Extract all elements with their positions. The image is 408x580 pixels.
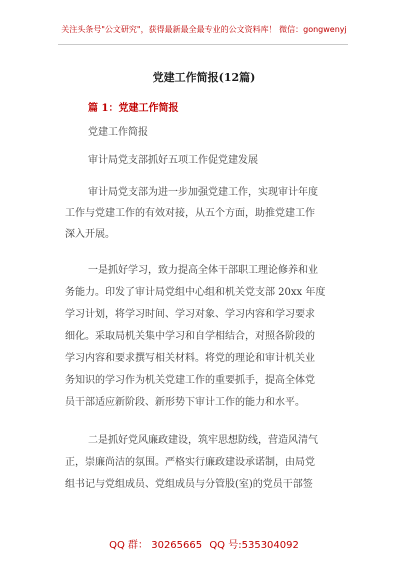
paragraph-line: 二是抓好党风廉政建设，筑牢思想防线，营造风清气 <box>88 435 318 446</box>
paragraph-line: 正，崇廉尚洁的氛围。严格实行廉政建设承诺制，由局党 <box>65 457 315 468</box>
paragraph-line: 细化。采取局机关集中学习和自学相结合，对照各阶段的 <box>65 331 315 342</box>
header-divider <box>58 44 348 45</box>
footer-qq-number: QQ 号:535304092 <box>209 540 299 551</box>
paragraph-line: 一是抓好学习，致力提高全体干部职工理论修养和业 <box>88 265 318 276</box>
paragraph-line: 工作与党建工作的有效对接，从五个方面，助推党建工作 <box>65 208 315 219</box>
paragraph-line: 员干部适应新阶段、新形势下审计工作的能力和水平。 <box>65 397 305 408</box>
footer-qq-group: QQ 群： 30265665 <box>109 540 203 551</box>
footer-contact <box>0 536 408 551</box>
section-heading: 篇 1：党建工作简报 <box>88 103 179 114</box>
paragraph-line: 务知识的学习作为机关党建工作的重要抓手，提高全体党 <box>65 375 315 386</box>
paragraph-line: 组书记与党组成员、党组成员与分管股(室)的党员干部签 <box>65 479 313 490</box>
document-title: 党建工作简报(12篇) <box>152 71 256 84</box>
paragraph-line: 审计局党支部为进一步加强党建工作，实现审计年度 <box>88 187 318 198</box>
paragraph-line: 务能力。印发了审计局党组中心组和机关党支部 20xx 年度 <box>65 287 326 298</box>
paragraph-line: 学习计划，将学习时间、学习对象、学习内容和学习要求 <box>65 309 315 320</box>
paragraph-line: 深入开展。 <box>65 229 115 240</box>
paragraph-line: 审计局党支部抓好五项工作促党建发展 <box>88 155 258 166</box>
paragraph-line: 党建工作简报 <box>88 127 148 138</box>
header-promo-note: 关注头条号"公文研究"，获得最新最全最专业的公文资料库！ 微信：gongwenyj <box>61 25 347 34</box>
paragraph-line: 学习内容和要求撰写相关材料。将党的理论和审计机关业 <box>65 353 315 364</box>
